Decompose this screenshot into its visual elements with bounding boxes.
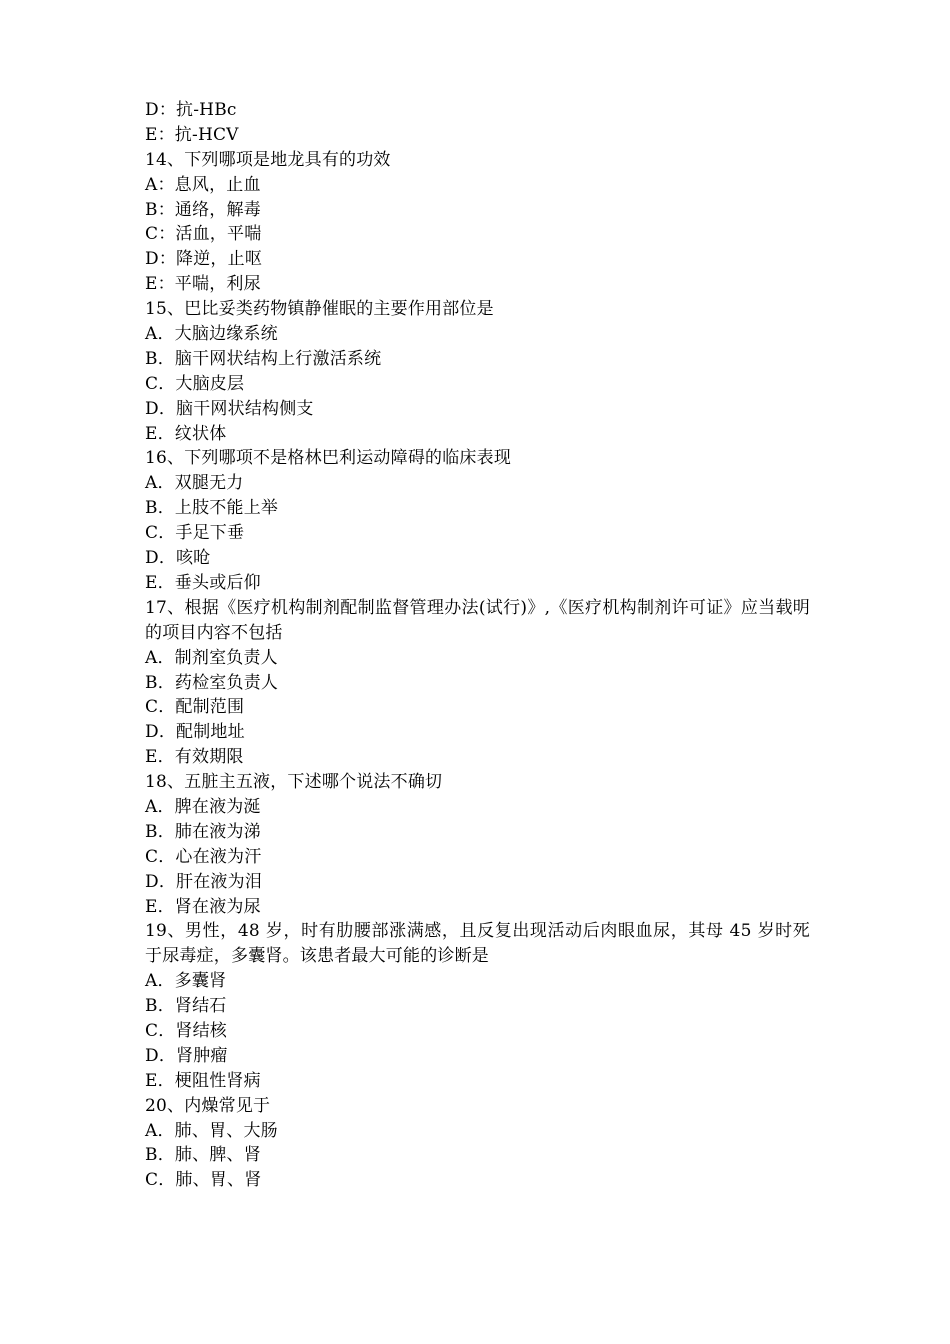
option-line: E．垂头或后仰 [145, 572, 261, 593]
option-line: A．多囊肾 [145, 971, 227, 992]
option-line: D．脑干网状结构侧支 [145, 398, 314, 419]
option-line: E：抗-HCV [145, 124, 239, 145]
option-line: C．心在液为汗 [145, 846, 262, 867]
option-line: C．肾结核 [145, 1021, 228, 1042]
question-stem: 19、男性，48 岁，时有肋腰部涨满感，且反复出现活动后肉眼血尿，其母 45 岁时死于尿毒症，多囊肾。该患者最大可能的诊断是 [145, 921, 810, 967]
option-line: C．肺、胃、肾 [145, 1170, 262, 1191]
option-line: A．制剂室负责人 [145, 647, 278, 668]
option-line: B．脑干网状结构上行激活系统 [145, 348, 382, 369]
question-stem: 17、根据《医疗机构制剂配制监督管理办法(试行)》,《医疗机构制剂许可证》应当载明的项目内容不包括 [145, 597, 810, 643]
option-line: D．配制地址 [145, 722, 245, 743]
option-line: A．大脑边缘系统 [145, 324, 278, 345]
option-line: D．肾肿瘤 [145, 1045, 228, 1066]
question-stem: 18、五脏主五液，下述哪个说法不确切 [145, 772, 443, 793]
option-line: C．大脑皮层 [145, 373, 245, 394]
option-line: D：降逆，止呕 [145, 249, 263, 270]
option-line: E．有效期限 [145, 747, 244, 768]
question-stem: 20、内燥常见于 [145, 1095, 271, 1116]
option-line: E．纹状体 [145, 423, 227, 444]
option-line: C．手足下垂 [145, 523, 245, 544]
option-line: C．配制范围 [145, 697, 245, 718]
option-line: D．咳呛 [145, 548, 211, 569]
option-line: D．肝在液为泪 [145, 871, 263, 892]
question-stem: 15、巴比妥类药物镇静催眠的主要作用部位是 [145, 299, 494, 320]
option-line: B．肺、脾、肾 [145, 1145, 261, 1166]
question-stem: 16、下列哪项不是格林巴利运动障碍的临床表现 [145, 448, 512, 469]
option-line: B．药检室负责人 [145, 672, 279, 693]
option-line: B：通络，解毒 [145, 199, 261, 220]
option-line: E．肾在液为尿 [145, 896, 261, 917]
option-line: C：活血，平喘 [145, 224, 262, 245]
option-line: E．梗阻性肾病 [145, 1070, 261, 1091]
page-content [145, 98, 810, 1193]
option-line: A：息风，止血 [145, 174, 261, 195]
question-stem: 14、下列哪项是地龙具有的功效 [145, 149, 391, 170]
option-line: E：平喘，利尿 [145, 274, 261, 295]
option-line: B．上肢不能上举 [145, 498, 279, 519]
option-line: A．脾在液为涎 [145, 796, 261, 817]
option-line: B．肾结石 [145, 996, 227, 1017]
option-line: D：抗-HBc [145, 100, 237, 120]
option-line: A．双腿无力 [145, 473, 244, 494]
option-line: B．肺在液为涕 [145, 821, 261, 842]
option-line: A．肺、胃、大肠 [145, 1120, 278, 1141]
